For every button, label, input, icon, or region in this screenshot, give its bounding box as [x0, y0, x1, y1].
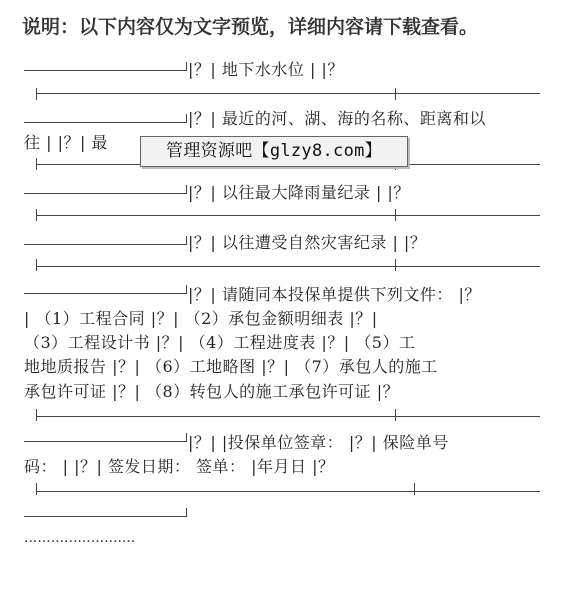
field-signature-policy-no-cont: 码： | |？| 签发日期： 签单： |年月日 |？ [24, 457, 335, 476]
rule-line [36, 215, 540, 216]
rule-tick [395, 409, 396, 421]
document-list-line: 承包许可证 |？| （8）转包人的施工承包许可证 |？ [24, 382, 400, 401]
field-max-rainfall: |？| 以往最大降雨量纪录 | |？ [188, 183, 410, 202]
rule-tick [186, 285, 187, 294]
rule-line [24, 244, 186, 245]
rule-tick [186, 433, 187, 442]
rule-line [24, 441, 186, 442]
rule-line [36, 416, 540, 417]
site-watermark: 管理资源吧【glzy8.com】 [140, 136, 408, 167]
rule-line [36, 93, 540, 94]
rule-tick [186, 236, 187, 245]
field-natural-disasters: |？| 以往遭受自然灾害纪录 | |？ [188, 233, 427, 252]
rule-tick [36, 409, 37, 421]
rule-tick [186, 185, 187, 194]
rule-tick [414, 483, 415, 495]
rule-line [36, 491, 540, 492]
field-required-documents: |？| 请随同本投保单提供下列文件： |？ [188, 285, 481, 304]
rule-line [24, 516, 186, 517]
field-nearby-water-body: |？| 最近的河、湖、海的名称、距离和以 [188, 109, 486, 128]
rule-line [36, 266, 540, 267]
rule-tick [186, 62, 187, 71]
rule-tick [186, 508, 187, 517]
field-nearby-water-body-cont: 往 | |？| 最 [24, 133, 108, 152]
rule-line [24, 70, 186, 71]
rule-tick [36, 259, 37, 271]
rule-tick [395, 259, 396, 271]
document-list-line: | （1）工程合同 |？| （2）承包金额明细表 |？| [24, 309, 378, 328]
rule-tick [395, 88, 396, 100]
rule-line [24, 122, 186, 123]
rule-line [24, 193, 186, 194]
document-list-line: （3）工程设计书 |？| （4）工程进度表 |？| （5）工 [24, 333, 416, 352]
field-groundwater-level: |？| 地下水水位 | |？ [188, 60, 344, 79]
rule-line [24, 293, 186, 294]
rule-tick [186, 114, 187, 123]
continuation-dots: ························· [24, 534, 136, 550]
document-list-line: 地地质报告 |？| （6）工地略图 |？| （7）承包人的施工 [24, 357, 438, 376]
rule-tick [36, 88, 37, 100]
preview-notice: 说明：以下内容仅为文字预览，详细内容请下载查看。 [22, 16, 479, 38]
field-signature-policy-no: |？| |投保单位签章： |？| 保险单号 [188, 433, 449, 452]
rule-tick [36, 483, 37, 495]
